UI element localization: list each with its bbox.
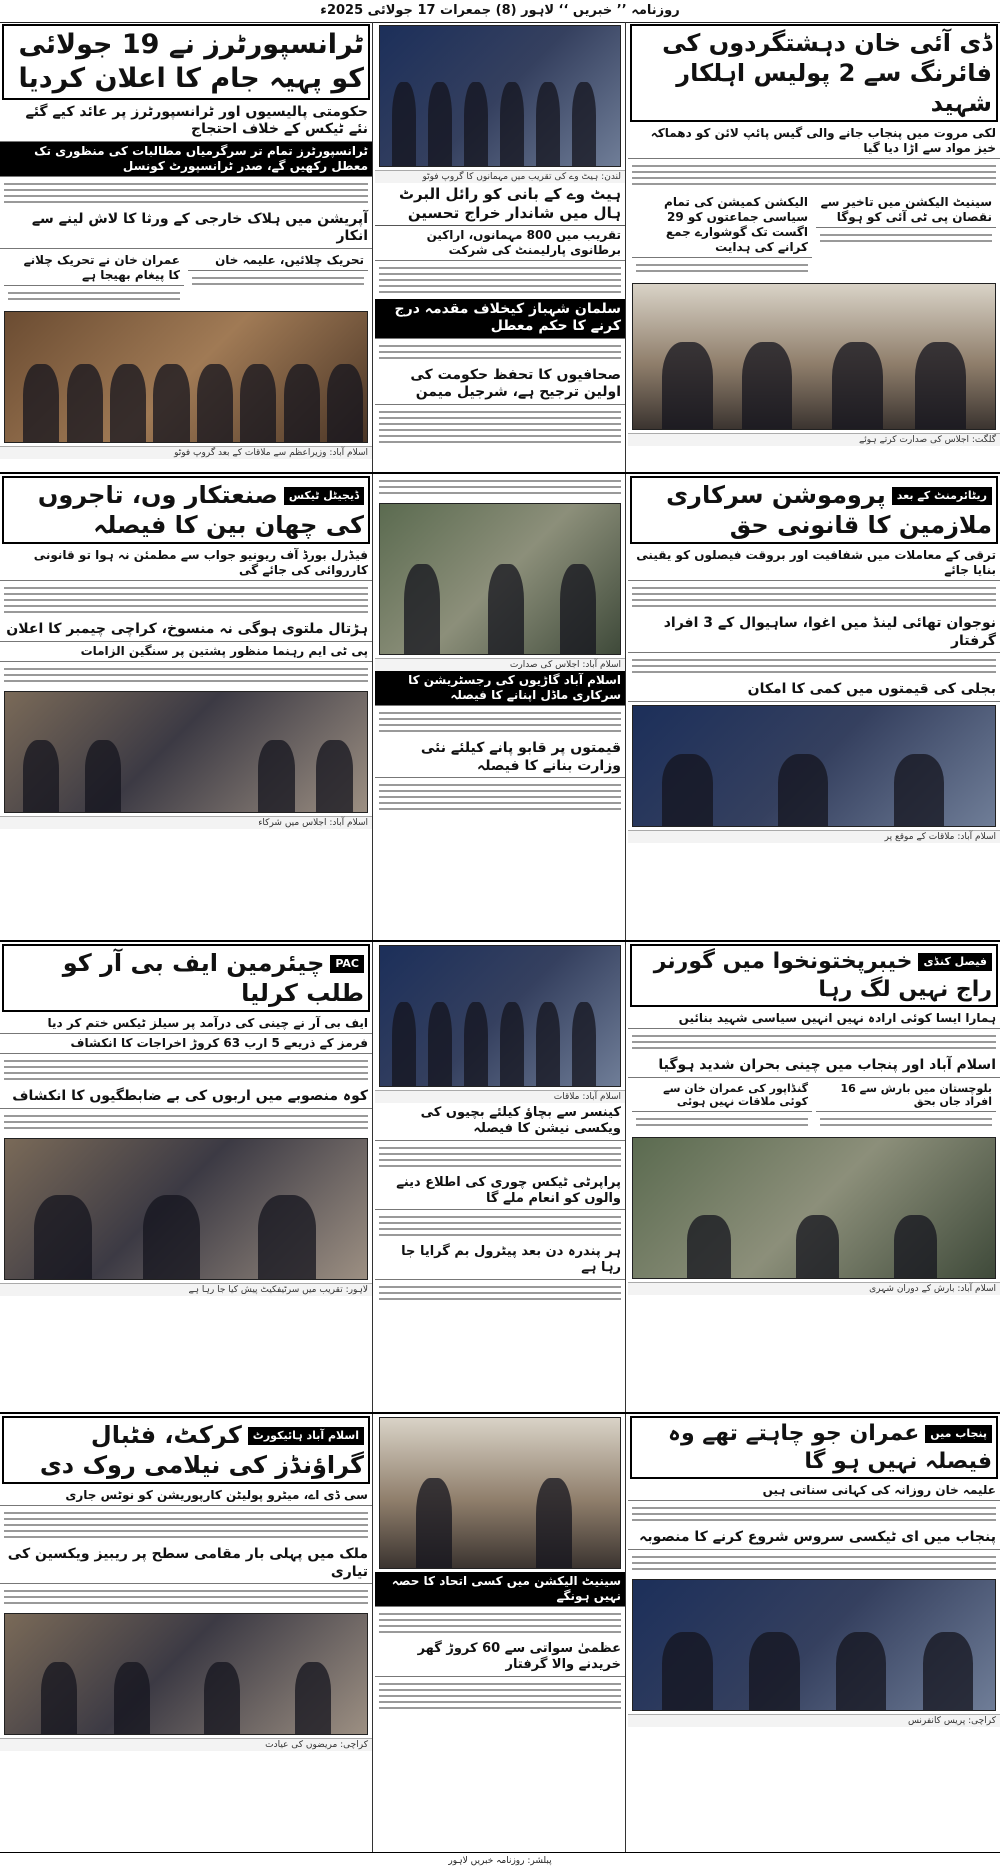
s1-right-hl3: سینیٹ الیکشن میں تاخیر سے نقصان پی ٹی آئی کو ہوگا xyxy=(816,193,996,228)
s3-left-headline xyxy=(2,944,370,1012)
s4-left-sub: سی ڈی اے، میٹرو پولیٹن کارپوریشن کو نوٹس جاری xyxy=(0,1486,372,1506)
s1-mid-headline: ہیٹ وے کے بانی کو رائل البرٹ ہال میں شاندار خراج تحسین xyxy=(375,183,625,226)
s4-right-sub: علیمہ خان روزانہ کی کہانی سناتی ہیں xyxy=(628,1481,1000,1501)
s3-mid-hl3: ہر پندرہ دن بعد پیٹرول بم گرایا جا رہا ہے xyxy=(375,1242,625,1280)
s4-right-headline xyxy=(630,1416,998,1479)
s3-right-column xyxy=(628,942,1000,1412)
s4-left-caption: کراچی: مریضوں کی عیادت xyxy=(0,1738,372,1751)
s4-left-headline xyxy=(2,1416,370,1484)
s3-left-column xyxy=(0,942,373,1412)
s3-left-headline-text: چیئرمین ایف بی آر کو طلب کرلیا xyxy=(62,949,364,1007)
s3-right-sub: ہمارا ایسا کوئی ارادہ نہیں انہیں سیاسی شہید بنائیں xyxy=(628,1009,1000,1029)
s3-middle-column xyxy=(375,942,626,1412)
s1-left-caption: اسلام آباد: وزیراعظم سے ملاقات کے بعد گروپ فوٹو xyxy=(0,446,372,459)
s4-right-tag: پنجاب میں xyxy=(925,1425,992,1442)
s1-mid-hl3: صحافیوں کا تحفظ حکومت کی اولین ترجیح ہے، شرجیل میمن xyxy=(375,365,625,405)
s2-left-headline-text: صنعتکار وں، تاجروں کی چھان بین کا فیصلہ xyxy=(37,481,364,539)
s1-mid-photo xyxy=(379,25,621,167)
s3-left-hl2: فرمز کے ذریعے 5 ارب 63 کروڑ اخراجات کا انکشاف xyxy=(0,1034,372,1054)
s4-left-headline-text: کرکٹ، فٹبال گراؤنڈز کی نیلامی روک دی xyxy=(39,1421,364,1479)
s3-left-photo xyxy=(4,1138,368,1280)
s2-left-hl2: ہڑتال ملتوی ہوگی نہ منسوخ، کراچی چیمبر کا اعلان xyxy=(0,619,372,642)
s4-right-photo xyxy=(632,1579,996,1711)
s1-left-column xyxy=(0,22,373,472)
s2-left-sub: فیڈرل بورڈ آف ریونیو جواب سے مطمئن نہ ہوا تو قانونی کارروائی کی جائے گی xyxy=(0,546,372,581)
s4-right-hl2: پنجاب میں ای ٹیکسی سروس شروع کرنے کا منصوبہ xyxy=(628,1527,1000,1550)
section-3 xyxy=(0,942,1000,1414)
s1-right-column xyxy=(628,22,1000,472)
section-1 xyxy=(0,22,1000,474)
s2-right-hl3: بجلی کی قیمتوں میں کمی کا امکان xyxy=(628,679,1000,702)
s2-left-column xyxy=(0,474,373,940)
s1-left-headline: ٹرانسپورٹرز نے 19 جولائی کو پہیہ جام کا اعلان کردیا xyxy=(2,24,370,100)
section-4 xyxy=(0,1414,1000,1852)
s4-mid-photo xyxy=(379,1417,621,1569)
s1-left-hl4: تحریک چلائیں، علیمہ خان xyxy=(188,251,368,271)
s1-left-sub1: حکومتی پالیسیوں اور ٹرانسپورٹرز پر عائد کیے گئے نئے ٹیکس کے خلاف احتجاج xyxy=(0,102,372,142)
s2-right-tag: ریٹائرمنٹ کے بعد xyxy=(892,487,992,504)
s3-right-tag: فیصل کنڈی xyxy=(918,953,992,970)
s3-right-caption: اسلام آباد: بارش کے دوران شہری xyxy=(628,1282,1000,1295)
s2-left-photo xyxy=(4,691,368,813)
s1-mid-caption: لندن: ہیٹ وے کی تقریب میں مہمانوں کا گروپ فوٹو xyxy=(375,170,625,183)
s3-left-tag: PAC xyxy=(330,955,364,972)
s1-right-caption: گلگت: اجلاس کی صدارت کرتے ہوئے xyxy=(628,433,1000,446)
s2-left-caption: اسلام آباد: اجلاس میں شرکاء xyxy=(0,816,372,829)
s3-right-photo xyxy=(632,1137,996,1279)
s3-mid-caption: اسلام آباد: ملاقات xyxy=(375,1090,625,1103)
s2-right-sub: ترقی کے معاملات میں شفافیت اور بروقت فیصلوں کو یقینی بنایا جائے xyxy=(628,546,1000,581)
s3-right-hl2: اسلام آباد اور پنجاب میں چینی بحران شدید ہوگیا xyxy=(628,1055,1000,1078)
s4-left-photo xyxy=(4,1613,368,1735)
s2-right-caption: اسلام آباد: ملاقات کے موقع پر xyxy=(628,830,1000,843)
s1-left-body xyxy=(0,177,372,209)
s4-left-column xyxy=(0,1414,373,1852)
section-2 xyxy=(0,474,1000,942)
s2-right-headline xyxy=(630,476,998,544)
s2-left-tag: ڈیجیٹل ٹیکس xyxy=(284,487,364,504)
s2-mid-hl2: قیمتوں پر قابو پانے کیلئے نئی وزارت بنانے کا فیصلہ xyxy=(375,738,625,778)
s2-right-photo xyxy=(632,705,996,827)
s2-left-headline xyxy=(2,476,370,544)
s3-right-hl3: گنڈاپور کی عمران خان سے کوئی ملاقات نہیں ہوئی xyxy=(632,1080,812,1113)
s4-right-headline-text: عمران جو چاہتے تھے وہ فیصلہ نہیں ہو گا xyxy=(668,1421,992,1474)
s1-left-sub2: ٹرانسپورٹرز تمام تر سرگرمیاں مطالبات کی منظوری تک معطل رکھیں گے، صدر ٹرانسپورٹ کونسل xyxy=(0,142,372,177)
s3-right-headline xyxy=(630,944,998,1007)
s4-mid-hl1: سینیٹ الیکشن میں کسی اتحاد کا حصہ نہیں ہونگے xyxy=(375,1572,625,1607)
s3-left-sub: ایف بی آر نے چینی کی درآمد پر سیلز ٹیکس ختم کر دیا xyxy=(0,1014,372,1034)
s3-mid-photo xyxy=(379,945,621,1087)
s1-right-sub: لکی مروت میں پنجاب جانے والی گیس پائپ لائن کو دھماکہ خیز مواد سے اڑا دیا گیا xyxy=(628,124,1000,159)
s4-left-hl2: ملک میں پہلی بار مقامی سطح پر ریبیز ویکسین کی تیاری xyxy=(0,1544,372,1584)
s1-right-photo xyxy=(632,283,996,430)
s3-mid-hl1: کینسر سے بچاؤ کیلئے بچیوں کی ویکسی نیشن کا فیصلہ xyxy=(375,1103,625,1141)
s3-right-hl4: بلوچستان میں بارش سے 16 افراد جاں بحق xyxy=(816,1080,996,1113)
masthead: روزنامہ ’’ خبریں ‘‘ لاہور (8) جمعرات 17 جولائی 2025ء xyxy=(0,0,1000,23)
s1-mid-hl2: سلمان شہباز کیخلاف مقدمہ درج کرنے کا حکم معطل xyxy=(375,299,625,339)
s1-right-hl2: الیکشن کمیشن کی تمام سیاسی جماعتوں کو 29 اگست تک گوشوارے جمع کرانے کی ہدایت xyxy=(632,193,812,258)
s2-middle-column xyxy=(375,474,626,940)
s1-left-photo xyxy=(4,311,368,443)
s2-right-headline-text: پروموشن سرکاری ملازمین کا قانونی حق xyxy=(666,481,992,539)
s2-right-column xyxy=(628,474,1000,940)
s4-mid-hl2: عظمیٰ سواتی سے 60 کروڑ گھر خریدنے والا گرفتار xyxy=(375,1639,625,1677)
s1-right-headline: ڈی آئی خان دہشتگردوں کی فائرنگ سے 2 پولیس اہلکار شہید xyxy=(630,24,998,122)
s3-right-headline-text: خیبرپختونخوا میں گورنر راج نہیں لگ رہا xyxy=(653,949,992,1002)
s1-mid-sub: تقریب میں 800 مہمانوں، اراکین برطانوی پارلیمنٹ کی شرکت xyxy=(375,226,625,261)
s4-right-caption: کراچی: پریس کانفرنس xyxy=(628,1714,1000,1727)
s2-mid-caption: اسلام آباد: اجلاس کی صدارت xyxy=(375,658,625,671)
s2-left-hl3: پی ٹی ایم رہنما منظور پشتین پر سنگین الزامات xyxy=(0,642,372,662)
s1-left-hl2: آپریشن میں ہلاک خارجی کے ورثا کا لاش لینے سے انکار xyxy=(0,209,372,249)
s2-mid-hl1: اسلام آباد گاڑیوں کی رجسٹریشن کا سرکاری ماڈل اپنانے کا فیصلہ xyxy=(375,671,625,706)
s2-mid-photo xyxy=(379,503,621,655)
s1-left-hl3: عمران خان نے تحریک چلانے کا پیغام بھیجا ہے xyxy=(4,251,184,286)
s4-middle-column xyxy=(375,1414,626,1852)
s4-right-column xyxy=(628,1414,1000,1852)
s4-left-tag: اسلام آباد ہائیکورٹ xyxy=(248,1427,364,1444)
s1-middle-column xyxy=(375,22,626,472)
page-footer: پبلشر: روزنامہ خبریں لاہور xyxy=(0,1852,1000,1869)
s3-left-hl3: کوہ منصوبے میں اربوں کی بے ضابطگیوں کا انکشاف xyxy=(0,1086,372,1109)
s3-left-caption: لاہور: تقریب میں سرٹیفکیٹ پیش کیا جا رہا ہے xyxy=(0,1283,372,1296)
s3-mid-hl2: پراپرٹی ٹیکس چوری کی اطلاع دینے والوں کو انعام ملے گا xyxy=(375,1173,625,1211)
s2-right-hl2: نوجوان تھائی لینڈ میں اغوا، ساہیوال کے 3 افراد گرفتار xyxy=(628,613,1000,653)
